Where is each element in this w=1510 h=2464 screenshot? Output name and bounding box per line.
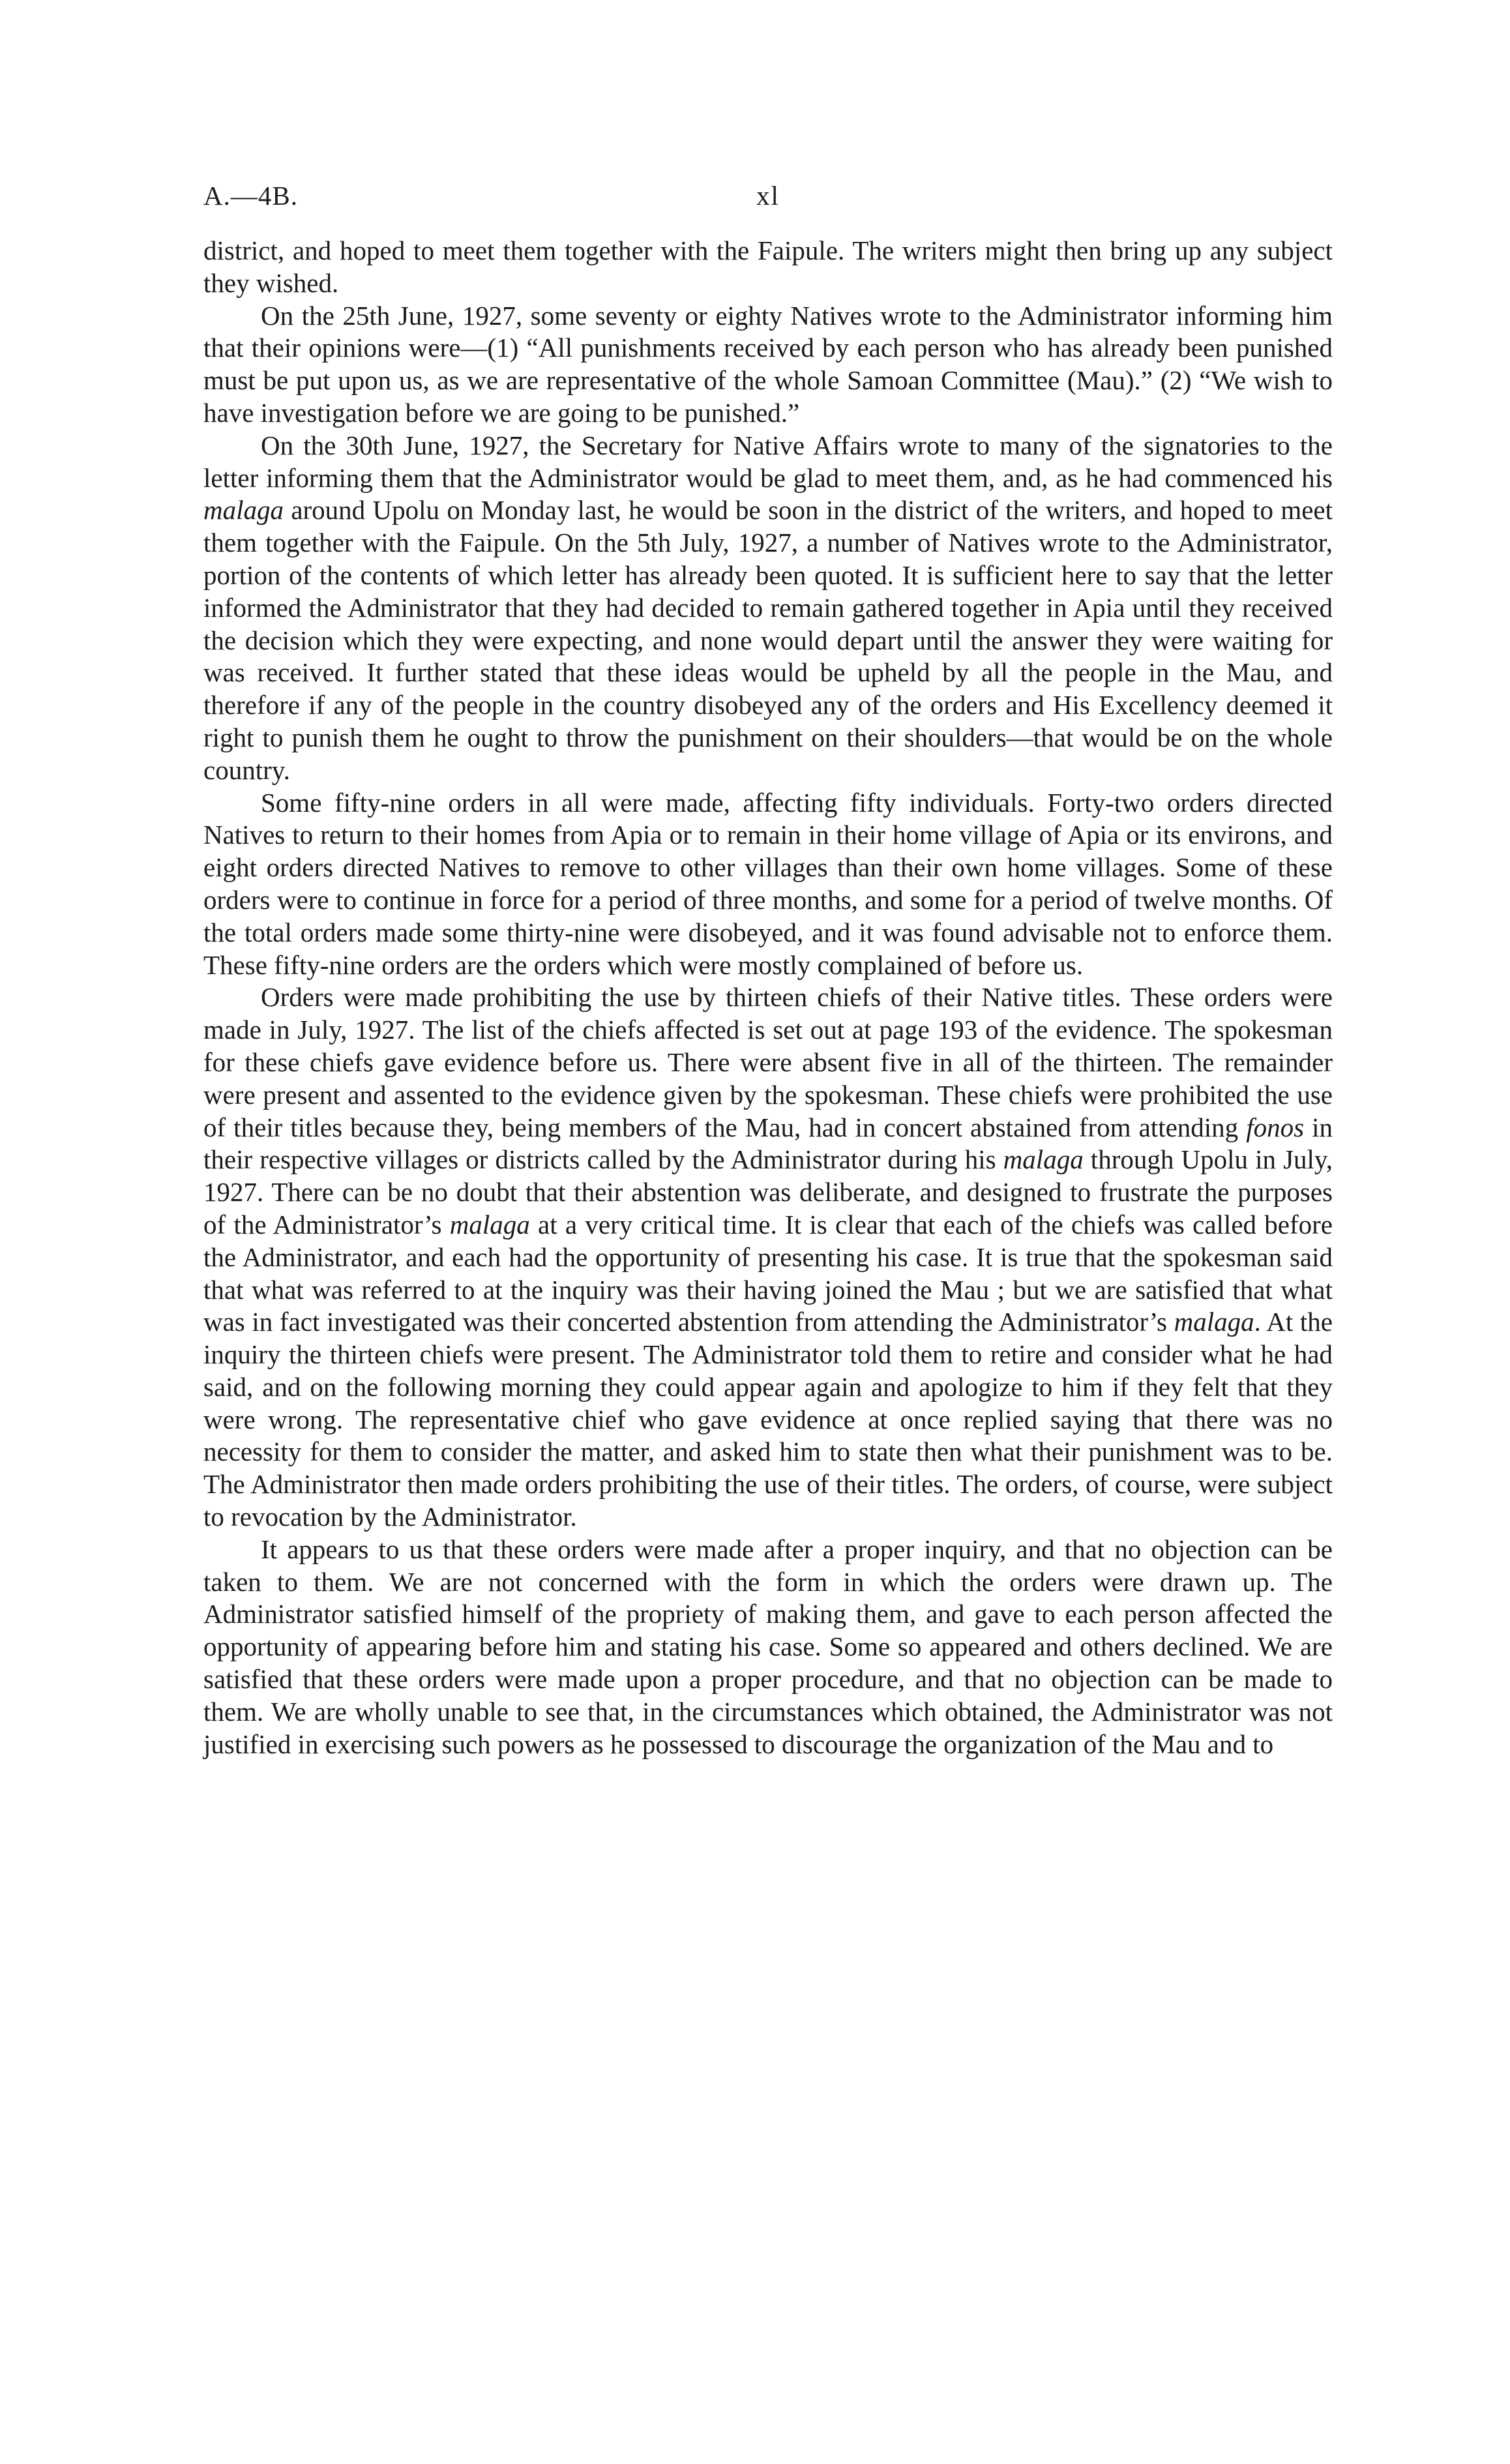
paragraph-1 <box>203 235 1333 300</box>
italic-term: malaga <box>1003 1144 1084 1175</box>
text-run: . At the inquiry the thirteen chiefs were present. The Administrator told them to retire and consider what he had said, and on the following morning they could appear again and apologize to him if they felt that they were wrong. The representative chief who gave evidence at once replied saying that there was no necessity for them to consider the matter, and asked him to state then what their punishment was to be. The Administrator then made orders prohibiting the use of their titles. The orders, of course, were subject to revocation by the Administrator. <box>203 1307 1333 1532</box>
text-run: Some fifty-nine orders in all were made, affecting fifty individuals. Forty-two orders directed Natives to return to their homes from Apia or to remain in their home village of Apia or its environs, and eight orders directed Natives to remove to other villages than their own home villages. Some of these orders were to continue in force for a period of three months, and some for a period of twelve months. Of the total orders made some thirty-nine were disobeyed, and it was found advisable not to enforce them. These fifty-nine orders are the orders which were mostly complained of before us. <box>203 787 1333 980</box>
italic-term: malaga <box>203 495 284 526</box>
italic-term: malaga <box>1174 1307 1254 1337</box>
page-number: xl <box>756 181 780 211</box>
text-run: It appears to us that these orders were made after a proper inquiry, and that no objection can be taken to them. We are not concerned with the form in which the orders were drawn up. The Administrator satisfied himself of the propriety of making them, and gave to each person affected the opportunity of appearing before him and stating his case. Some so appeared and others declined. We are satisfied that these orders were made upon a proper procedure, and that no objection can be made to them. We are wholly unable to see that, in the circumstances which obtained, the Administrator was not justified in exercising such powers as he possessed to discourage the organization of the Mau and to <box>203 1534 1333 1759</box>
paragraph-6 <box>203 1534 1333 1761</box>
body-text <box>203 235 1333 1760</box>
text-run: in their respective villages or districts called by the Administrator during his <box>203 1112 1333 1175</box>
text-run: district, and hoped to meet them together with the Faipule. The writers might then bring up any subject they wished. <box>203 235 1333 298</box>
document-reference: A.—4B. <box>203 181 298 211</box>
paragraph-4 <box>203 787 1333 982</box>
text-run: at a very critical time. It is clear that each of the chiefs was called before the Administrator, and each had the opportunity of presenting his case. It is true that the spokesman said that what was referred to at the inquiry was their having joined the Mau ; but we are satisfied that what was in fact investigated was their concerted abstention from attending the Administrator’s <box>203 1209 1333 1337</box>
text-run: On the 25th June, 1927, some seventy or eighty Natives wrote to the Administrator informing him that their opinions were—(1) “All punishments received by each person who has already been punished must be put upon us, as we are representative of the whole Samoan Committee (Mau).” (2) “We wish to have investigation before we are going to be punished.” <box>203 300 1333 428</box>
italic-term: malaga <box>449 1209 530 1239</box>
italic-term: fonos <box>1246 1112 1305 1142</box>
paragraph-5 <box>203 981 1333 1534</box>
text-run: On the 30th June, 1927, the Secretary for Native Affairs wrote to many of the signatories to the letter informing them that the Administrator would be glad to meet them, and, as he had commenced his <box>203 430 1333 493</box>
page-header <box>203 176 1333 215</box>
text-run: through Upolu in July, 1927. There can be no doubt that their abstention was deliberate, and designed to frustrate the purposes of the Administrator’s <box>203 1144 1333 1239</box>
text-run: Orders were made prohibiting the use by thirteen chiefs of their Native titles. These orders were made in July, 1927. The list of the chiefs affected is set out at page 193 of the evidence. The spokesman for these chiefs gave evidence before us. There were absent five in all of the thirteen. The remainder were present and assented to the evidence given by the spokesman. These chiefs were prohibited the use of their titles because they, being members of the Mau, had in concert abstained from attending <box>203 982 1333 1142</box>
paragraph-3 <box>203 430 1333 787</box>
paragraph-2 <box>203 300 1333 430</box>
text-run: around Upolu on Monday last, he would be soon in the district of the writers, and hoped to meet them together with the Faipule. On the 5th July, 1927, a number of Natives wrote to the Administrator, portion of the contents of which letter has already been quoted. It is sufficient here to say that the letter informed the Administrator that they had decided to remain gathered together in Apia until they received the decision which they were expecting, and none would depart until the answer they were waiting for was received. It further stated that these ideas would be upheld by all the people in the Mau, and therefore if any of the people in the country disobeyed any of the orders and His Excellency deemed it right to punish them he ought to throw the punishment on their shoulders—that would be on the whole country. <box>203 495 1333 785</box>
